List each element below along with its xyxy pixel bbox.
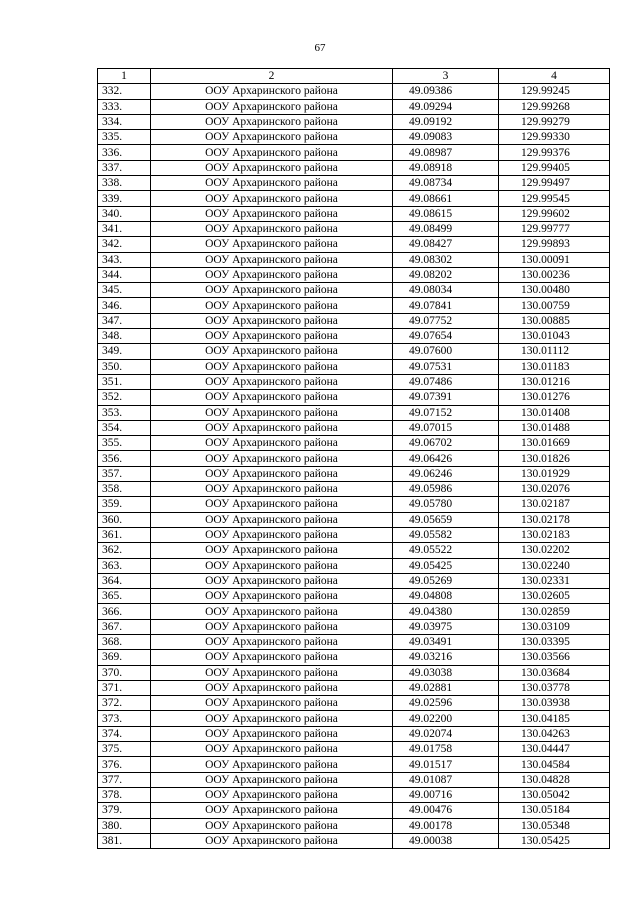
organization-name: ООУ Архаринского района — [151, 359, 393, 374]
organization-name: ООУ Архаринского района — [151, 787, 393, 802]
organization-name: ООУ Архаринского района — [151, 634, 393, 649]
table-row — [98, 558, 610, 573]
latitude: 49.02074 — [393, 726, 499, 741]
organization-name: ООУ Архаринского района — [151, 114, 393, 129]
organization-name: ООУ Архаринского района — [151, 757, 393, 772]
longitude: 130.02331 — [499, 573, 610, 588]
longitude: 130.02202 — [499, 543, 610, 558]
latitude: 49.09294 — [393, 99, 499, 114]
organization-name: ООУ Архаринского района — [151, 176, 393, 191]
row-number: 358. — [98, 482, 151, 497]
organization-name: ООУ Архаринского района — [151, 84, 393, 99]
row-number: 348. — [98, 329, 151, 344]
coordinates-table — [97, 68, 610, 849]
header-row — [98, 69, 610, 84]
table-row — [98, 329, 610, 344]
table-row — [98, 451, 610, 466]
row-number: 370. — [98, 665, 151, 680]
latitude: 49.05986 — [393, 482, 499, 497]
header-col-3: 3 — [393, 69, 499, 84]
longitude: 130.02240 — [499, 558, 610, 573]
table-row — [98, 573, 610, 588]
organization-name: ООУ Архаринского района — [151, 833, 393, 848]
table-row — [98, 818, 610, 833]
longitude: 130.04828 — [499, 772, 610, 787]
table-row — [98, 145, 610, 160]
latitude: 49.08661 — [393, 191, 499, 206]
latitude: 49.02881 — [393, 680, 499, 695]
latitude: 49.07531 — [393, 359, 499, 374]
table-row — [98, 359, 610, 374]
table-row — [98, 283, 610, 298]
longitude: 130.04584 — [499, 757, 610, 772]
latitude: 49.03216 — [393, 650, 499, 665]
longitude: 130.01276 — [499, 390, 610, 405]
row-number: 339. — [98, 191, 151, 206]
longitude: 130.05348 — [499, 818, 610, 833]
row-number: 381. — [98, 833, 151, 848]
row-number: 333. — [98, 99, 151, 114]
row-number: 371. — [98, 680, 151, 695]
organization-name: ООУ Архаринского района — [151, 390, 393, 405]
latitude: 49.00038 — [393, 833, 499, 848]
table-row — [98, 803, 610, 818]
longitude: 130.00091 — [499, 252, 610, 267]
table-row — [98, 99, 610, 114]
row-number: 343. — [98, 252, 151, 267]
longitude: 130.03684 — [499, 665, 610, 680]
organization-name: ООУ Архаринского района — [151, 466, 393, 481]
row-number: 369. — [98, 650, 151, 665]
organization-name: ООУ Архаринского района — [151, 726, 393, 741]
latitude: 49.08034 — [393, 283, 499, 298]
longitude: 130.01183 — [499, 359, 610, 374]
row-number: 341. — [98, 221, 151, 236]
organization-name: ООУ Архаринского района — [151, 512, 393, 527]
organization-name: ООУ Архаринского района — [151, 329, 393, 344]
table-row — [98, 742, 610, 757]
organization-name: ООУ Архаринского района — [151, 267, 393, 282]
table-row — [98, 84, 610, 99]
latitude: 49.01087 — [393, 772, 499, 787]
longitude: 130.00480 — [499, 283, 610, 298]
longitude: 130.01112 — [499, 344, 610, 359]
table-row — [98, 787, 610, 802]
table-row — [98, 420, 610, 435]
organization-name: ООУ Архаринского района — [151, 665, 393, 680]
longitude: 130.05042 — [499, 787, 610, 802]
latitude: 49.01517 — [393, 757, 499, 772]
table-row — [98, 344, 610, 359]
latitude: 49.02596 — [393, 696, 499, 711]
latitude: 49.06426 — [393, 451, 499, 466]
longitude: 130.02183 — [499, 527, 610, 542]
latitude: 49.08615 — [393, 206, 499, 221]
latitude: 49.08987 — [393, 145, 499, 160]
table-row — [98, 833, 610, 848]
longitude: 130.02605 — [499, 589, 610, 604]
latitude: 49.03975 — [393, 619, 499, 634]
row-number: 353. — [98, 405, 151, 420]
longitude: 130.01408 — [499, 405, 610, 420]
table-row — [98, 114, 610, 129]
latitude: 49.08427 — [393, 237, 499, 252]
row-number: 355. — [98, 436, 151, 451]
latitude: 49.07015 — [393, 420, 499, 435]
organization-name: ООУ Архаринского района — [151, 558, 393, 573]
latitude: 49.08202 — [393, 267, 499, 282]
organization-name: ООУ Архаринского района — [151, 818, 393, 833]
latitude: 49.06702 — [393, 436, 499, 451]
latitude: 49.05269 — [393, 573, 499, 588]
row-number: 372. — [98, 696, 151, 711]
organization-name: ООУ Архаринского района — [151, 160, 393, 175]
latitude: 49.04808 — [393, 589, 499, 604]
table-body — [98, 84, 610, 849]
latitude: 49.04380 — [393, 604, 499, 619]
row-number: 357. — [98, 466, 151, 481]
table-row — [98, 482, 610, 497]
organization-name: ООУ Архаринского района — [151, 543, 393, 558]
organization-name: ООУ Архаринского района — [151, 604, 393, 619]
latitude: 49.08499 — [393, 221, 499, 236]
row-number: 374. — [98, 726, 151, 741]
organization-name: ООУ Архаринского района — [151, 436, 393, 451]
organization-name: ООУ Архаринского района — [151, 206, 393, 221]
latitude: 49.07600 — [393, 344, 499, 359]
row-number: 337. — [98, 160, 151, 175]
table-row — [98, 726, 610, 741]
table-row — [98, 757, 610, 772]
table-row — [98, 191, 610, 206]
latitude: 49.09386 — [393, 84, 499, 99]
latitude: 49.00716 — [393, 787, 499, 802]
table-header — [98, 69, 610, 84]
table-row — [98, 512, 610, 527]
row-number: 335. — [98, 130, 151, 145]
row-number: 342. — [98, 237, 151, 252]
longitude: 129.99376 — [499, 145, 610, 160]
table-row — [98, 680, 610, 695]
organization-name: ООУ Архаринского района — [151, 696, 393, 711]
latitude: 49.06246 — [393, 466, 499, 481]
longitude: 129.99268 — [499, 99, 610, 114]
row-number: 373. — [98, 711, 151, 726]
organization-name: ООУ Архаринского района — [151, 573, 393, 588]
row-number: 346. — [98, 298, 151, 313]
longitude: 129.99893 — [499, 237, 610, 252]
row-number: 350. — [98, 359, 151, 374]
row-number: 354. — [98, 420, 151, 435]
row-number: 361. — [98, 527, 151, 542]
organization-name: ООУ Архаринского района — [151, 130, 393, 145]
table-row — [98, 589, 610, 604]
latitude: 49.08302 — [393, 252, 499, 267]
longitude: 129.99602 — [499, 206, 610, 221]
row-number: 379. — [98, 803, 151, 818]
row-number: 367. — [98, 619, 151, 634]
organization-name: ООУ Архаринского района — [151, 803, 393, 818]
longitude: 130.02178 — [499, 512, 610, 527]
table-row — [98, 527, 610, 542]
latitude: 49.05425 — [393, 558, 499, 573]
organization-name: ООУ Архаринского района — [151, 527, 393, 542]
table-row — [98, 696, 610, 711]
row-number: 376. — [98, 757, 151, 772]
latitude: 49.03038 — [393, 665, 499, 680]
row-number: 351. — [98, 374, 151, 389]
longitude: 129.99245 — [499, 84, 610, 99]
latitude: 49.02200 — [393, 711, 499, 726]
table-row — [98, 543, 610, 558]
table-row — [98, 390, 610, 405]
row-number: 368. — [98, 634, 151, 649]
organization-name: ООУ Архаринского района — [151, 237, 393, 252]
row-number: 366. — [98, 604, 151, 619]
row-number: 334. — [98, 114, 151, 129]
row-number: 365. — [98, 589, 151, 604]
row-number: 352. — [98, 390, 151, 405]
table-row — [98, 711, 610, 726]
organization-name: ООУ Архаринского района — [151, 405, 393, 420]
longitude: 129.99279 — [499, 114, 610, 129]
row-number: 332. — [98, 84, 151, 99]
table-row — [98, 772, 610, 787]
organization-name: ООУ Архаринского района — [151, 650, 393, 665]
row-number: 378. — [98, 787, 151, 802]
organization-name: ООУ Архаринского района — [151, 680, 393, 695]
row-number: 360. — [98, 512, 151, 527]
row-number: 359. — [98, 497, 151, 512]
organization-name: ООУ Архаринского района — [151, 283, 393, 298]
header-col-4: 4 — [499, 69, 610, 84]
organization-name: ООУ Архаринского района — [151, 313, 393, 328]
row-number: 345. — [98, 283, 151, 298]
longitude: 130.00759 — [499, 298, 610, 313]
organization-name: ООУ Архаринского района — [151, 711, 393, 726]
longitude: 130.04263 — [499, 726, 610, 741]
latitude: 49.07654 — [393, 329, 499, 344]
page-number: 67 — [314, 42, 326, 54]
longitude: 130.03109 — [499, 619, 610, 634]
table-row — [98, 436, 610, 451]
longitude: 130.03938 — [499, 696, 610, 711]
longitude: 130.04185 — [499, 711, 610, 726]
row-number: 340. — [98, 206, 151, 221]
latitude: 49.05582 — [393, 527, 499, 542]
longitude: 130.02187 — [499, 497, 610, 512]
latitude: 49.07841 — [393, 298, 499, 313]
row-number: 364. — [98, 573, 151, 588]
table-row — [98, 130, 610, 145]
organization-name: ООУ Архаринского района — [151, 742, 393, 757]
longitude: 130.01043 — [499, 329, 610, 344]
table-row — [98, 497, 610, 512]
table-row — [98, 313, 610, 328]
latitude: 49.07752 — [393, 313, 499, 328]
longitude: 130.05184 — [499, 803, 610, 818]
longitude: 130.01669 — [499, 436, 610, 451]
organization-name: ООУ Архаринского района — [151, 589, 393, 604]
longitude: 129.99777 — [499, 221, 610, 236]
latitude: 49.05780 — [393, 497, 499, 512]
organization-name: ООУ Архаринского района — [151, 99, 393, 114]
longitude: 130.00885 — [499, 313, 610, 328]
latitude: 49.07486 — [393, 374, 499, 389]
latitude: 49.08918 — [393, 160, 499, 175]
longitude: 130.01929 — [499, 466, 610, 481]
organization-name: ООУ Архаринского района — [151, 482, 393, 497]
table-row — [98, 298, 610, 313]
longitude: 130.03395 — [499, 634, 610, 649]
header-col-2: 2 — [151, 69, 393, 84]
organization-name: ООУ Архаринского района — [151, 420, 393, 435]
row-number: 338. — [98, 176, 151, 191]
latitude: 49.00476 — [393, 803, 499, 818]
organization-name: ООУ Архаринского района — [151, 374, 393, 389]
row-number: 356. — [98, 451, 151, 466]
latitude: 49.09192 — [393, 114, 499, 129]
row-number: 375. — [98, 742, 151, 757]
table-row — [98, 267, 610, 282]
organization-name: ООУ Архаринского района — [151, 497, 393, 512]
longitude: 129.99405 — [499, 160, 610, 175]
longitude: 130.03778 — [499, 680, 610, 695]
longitude: 130.02076 — [499, 482, 610, 497]
row-number: 362. — [98, 543, 151, 558]
table-row — [98, 604, 610, 619]
table-row — [98, 634, 610, 649]
organization-name: ООУ Архаринского района — [151, 772, 393, 787]
latitude: 49.09083 — [393, 130, 499, 145]
row-number: 347. — [98, 313, 151, 328]
organization-name: ООУ Архаринского района — [151, 344, 393, 359]
table-row — [98, 650, 610, 665]
latitude: 49.01758 — [393, 742, 499, 757]
table-row — [98, 237, 610, 252]
table-row — [98, 176, 610, 191]
longitude: 130.01216 — [499, 374, 610, 389]
organization-name: ООУ Архаринского района — [151, 191, 393, 206]
organization-name: ООУ Архаринского района — [151, 619, 393, 634]
organization-name: ООУ Архаринского района — [151, 221, 393, 236]
row-number: 344. — [98, 267, 151, 282]
organization-name: ООУ Архаринского района — [151, 451, 393, 466]
longitude: 129.99330 — [499, 130, 610, 145]
latitude: 49.00178 — [393, 818, 499, 833]
row-number: 336. — [98, 145, 151, 160]
longitude: 130.02859 — [499, 604, 610, 619]
table-row — [98, 206, 610, 221]
table-row — [98, 619, 610, 634]
latitude: 49.05659 — [393, 512, 499, 527]
latitude: 49.07152 — [393, 405, 499, 420]
table-row — [98, 252, 610, 267]
organization-name: ООУ Архаринского района — [151, 298, 393, 313]
latitude: 49.05522 — [393, 543, 499, 558]
header-col-1: 1 — [98, 69, 151, 84]
longitude: 130.00236 — [499, 267, 610, 282]
table-row — [98, 405, 610, 420]
row-number: 377. — [98, 772, 151, 787]
longitude: 129.99497 — [499, 176, 610, 191]
table-row — [98, 665, 610, 680]
row-number: 380. — [98, 818, 151, 833]
organization-name: ООУ Архаринского района — [151, 145, 393, 160]
latitude: 49.07391 — [393, 390, 499, 405]
table-row — [98, 221, 610, 236]
longitude: 130.01826 — [499, 451, 610, 466]
longitude: 130.01488 — [499, 420, 610, 435]
table-row — [98, 466, 610, 481]
longitude: 130.04447 — [499, 742, 610, 757]
longitude: 130.03566 — [499, 650, 610, 665]
latitude: 49.03491 — [393, 634, 499, 649]
longitude: 130.05425 — [499, 833, 610, 848]
row-number: 349. — [98, 344, 151, 359]
latitude: 49.08734 — [393, 176, 499, 191]
organization-name: ООУ Архаринского района — [151, 252, 393, 267]
longitude: 129.99545 — [499, 191, 610, 206]
row-number: 363. — [98, 558, 151, 573]
table-row — [98, 374, 610, 389]
table-row — [98, 160, 610, 175]
